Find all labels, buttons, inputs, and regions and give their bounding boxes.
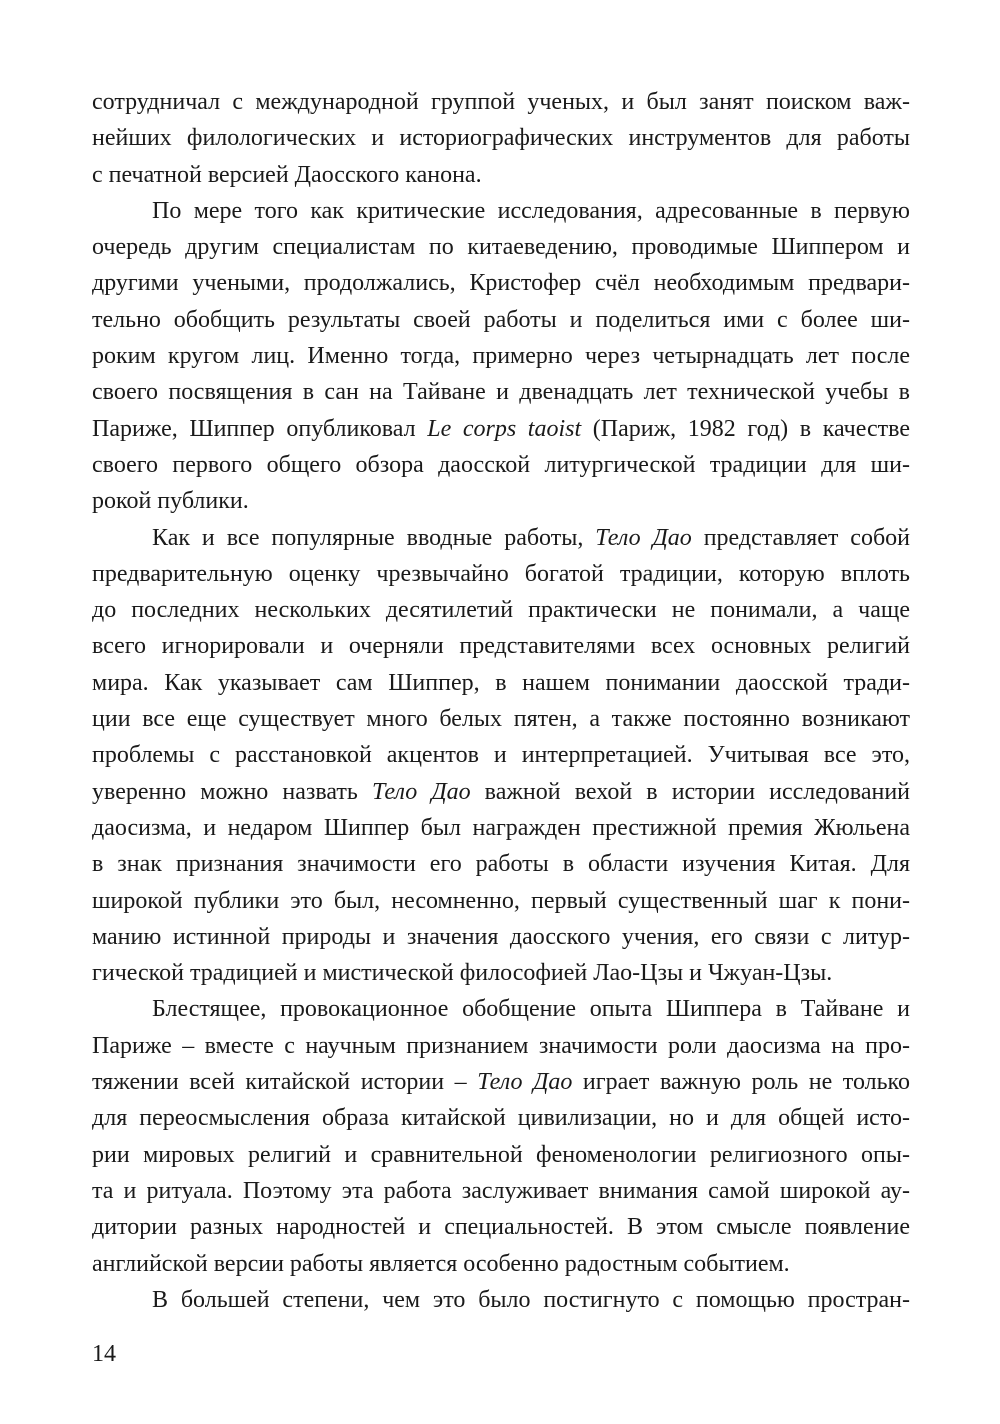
text-run: тяжении всей китайской истории –	[92, 1069, 478, 1096]
paragraph-4	[92, 991, 910, 1281]
text-run: проблемы с расстановкой акцентов и интерпретацией. Учитывая все это,	[92, 742, 910, 769]
text-run: мира. Как указывает сам Шиппер, в нашем понимании даосской тради-	[92, 669, 910, 696]
text-line	[92, 374, 910, 410]
text-run: тельно обобщить результаты своей работы и поделиться ими с более ши-	[92, 306, 910, 333]
text-run: до последних нескольких десятилетий практически не понимали, а чаще	[92, 597, 910, 624]
text-run: широкой публики это был, несомненно, первый существенный шаг к пони-	[92, 887, 910, 914]
text-line	[92, 84, 910, 120]
text-line	[92, 1282, 910, 1318]
text-run: уверенно можно назвать	[92, 778, 372, 805]
text-run: даосизма, и недаром Шиппер был награжден престижной премия Жюльена	[92, 814, 910, 841]
text-line	[92, 520, 910, 556]
italic-title: Тело Дао	[595, 524, 692, 551]
italic-title: Тело Дао	[371, 778, 471, 805]
text-line	[92, 483, 910, 519]
text-run: Париже, Шиппер опубликовал	[92, 415, 428, 442]
text-run: гической традицией и мистической философией Лао-Цзы и Чжуан-Цзы.	[92, 960, 833, 987]
text-run: нейших филологических и историографических инструментов для работы	[92, 125, 910, 152]
text-line	[92, 120, 910, 156]
text-run: рокой публики.	[92, 488, 249, 515]
paragraph-3	[92, 520, 910, 992]
text-run: всего игнорировали и очерняли представителями всех основных религий	[92, 633, 910, 660]
text-run: очередь другим специалистам по китаеведению, проводимые Шиппером и	[92, 234, 910, 261]
text-run: играет важную роль не только	[572, 1069, 911, 1096]
text-run: представляет собой	[691, 524, 910, 551]
text-line	[92, 447, 910, 483]
text-line	[92, 810, 910, 846]
text-line	[92, 1028, 910, 1064]
text-line	[92, 737, 910, 773]
text-run: сотрудничал с международной группой ученых, и был занят поиском важ-	[92, 89, 910, 115]
text-line	[92, 991, 910, 1027]
text-line	[92, 265, 910, 301]
text-run: рии мировых религий и сравнительной феноменологии религиозного опы-	[92, 1141, 910, 1168]
italic-title: Le corps taoist	[427, 415, 582, 442]
text-line	[92, 1100, 910, 1136]
text-run: в знак признания значимости его работы в области изучения Китая. Для	[92, 851, 910, 878]
text-run: та и ритуала. Поэтому эта работа заслуживает внимания самой широкой ау-	[92, 1177, 910, 1204]
text-line	[92, 338, 910, 374]
text-run: дитории разных народностей и специальностей. В этом смысле появление	[92, 1214, 910, 1241]
text-line	[92, 919, 910, 955]
text-run: ции все еще существует много белых пятен, а также постоянно возникают	[92, 706, 910, 733]
text-line	[92, 1246, 910, 1282]
text-line	[92, 955, 910, 991]
paragraph-2	[92, 193, 910, 520]
text-line	[92, 846, 910, 882]
text-line	[92, 1209, 910, 1245]
text-line	[92, 229, 910, 265]
text-run: По мере того как критические исследования, адресованные в первую	[152, 197, 910, 224]
text-line	[92, 302, 910, 338]
document-page	[92, 84, 910, 1318]
text-line	[92, 701, 910, 737]
italic-title: Тело Дао	[477, 1069, 573, 1096]
text-run: своего первого общего обзора даосской литургической традиции для ши-	[92, 451, 910, 478]
text-run: (Париж, 1982 год) в качестве	[581, 415, 910, 442]
text-line	[92, 628, 910, 664]
text-line	[92, 883, 910, 919]
text-run: Париже – вместе с научным признанием значимости роли даосизма на про-	[92, 1032, 910, 1059]
page-number: 14	[92, 1341, 116, 1367]
text-line	[92, 556, 910, 592]
text-run: предварительную оценку чрезвычайно богатой традиции, которую вплоть	[92, 560, 910, 587]
text-line	[92, 1064, 910, 1100]
text-run: своего посвящения в сан на Тайване и двенадцать лет технической учебы в	[92, 379, 910, 406]
text-line	[92, 157, 910, 193]
text-line	[92, 1137, 910, 1173]
text-run: В большей степени, чем это было постигнуто с помощью простран-	[152, 1286, 910, 1313]
text-run: важной вехой в истории исследований	[470, 778, 911, 805]
text-line	[92, 665, 910, 701]
text-run: английской версии работы является особенно радостным событием.	[92, 1250, 790, 1277]
paragraph-1	[92, 84, 910, 193]
text-run: роким кругом лиц. Именно тогда, примерно через четырнадцать лет после	[92, 343, 910, 370]
text-run: манию истинной природы и значения даосского учения, его связи с литур-	[92, 923, 910, 950]
text-run: с печатной версией Даосского канона.	[92, 161, 482, 188]
paragraph-5	[92, 1282, 910, 1318]
text-line	[92, 774, 910, 810]
text-line	[92, 411, 910, 447]
text-line	[92, 592, 910, 628]
text-run: Как и все популярные вводные работы,	[152, 524, 596, 551]
text-line	[92, 1173, 910, 1209]
text-run: Блестящее, провокационное обобщение опыта Шиппера в Тайване и	[152, 996, 910, 1023]
text-run: для переосмысления образа китайской цивилизации, но и для общей исто-	[92, 1105, 910, 1132]
text-run: другими учеными, продолжались, Кристофер счёл необходимым предвари-	[92, 270, 910, 297]
text-line	[92, 193, 910, 229]
